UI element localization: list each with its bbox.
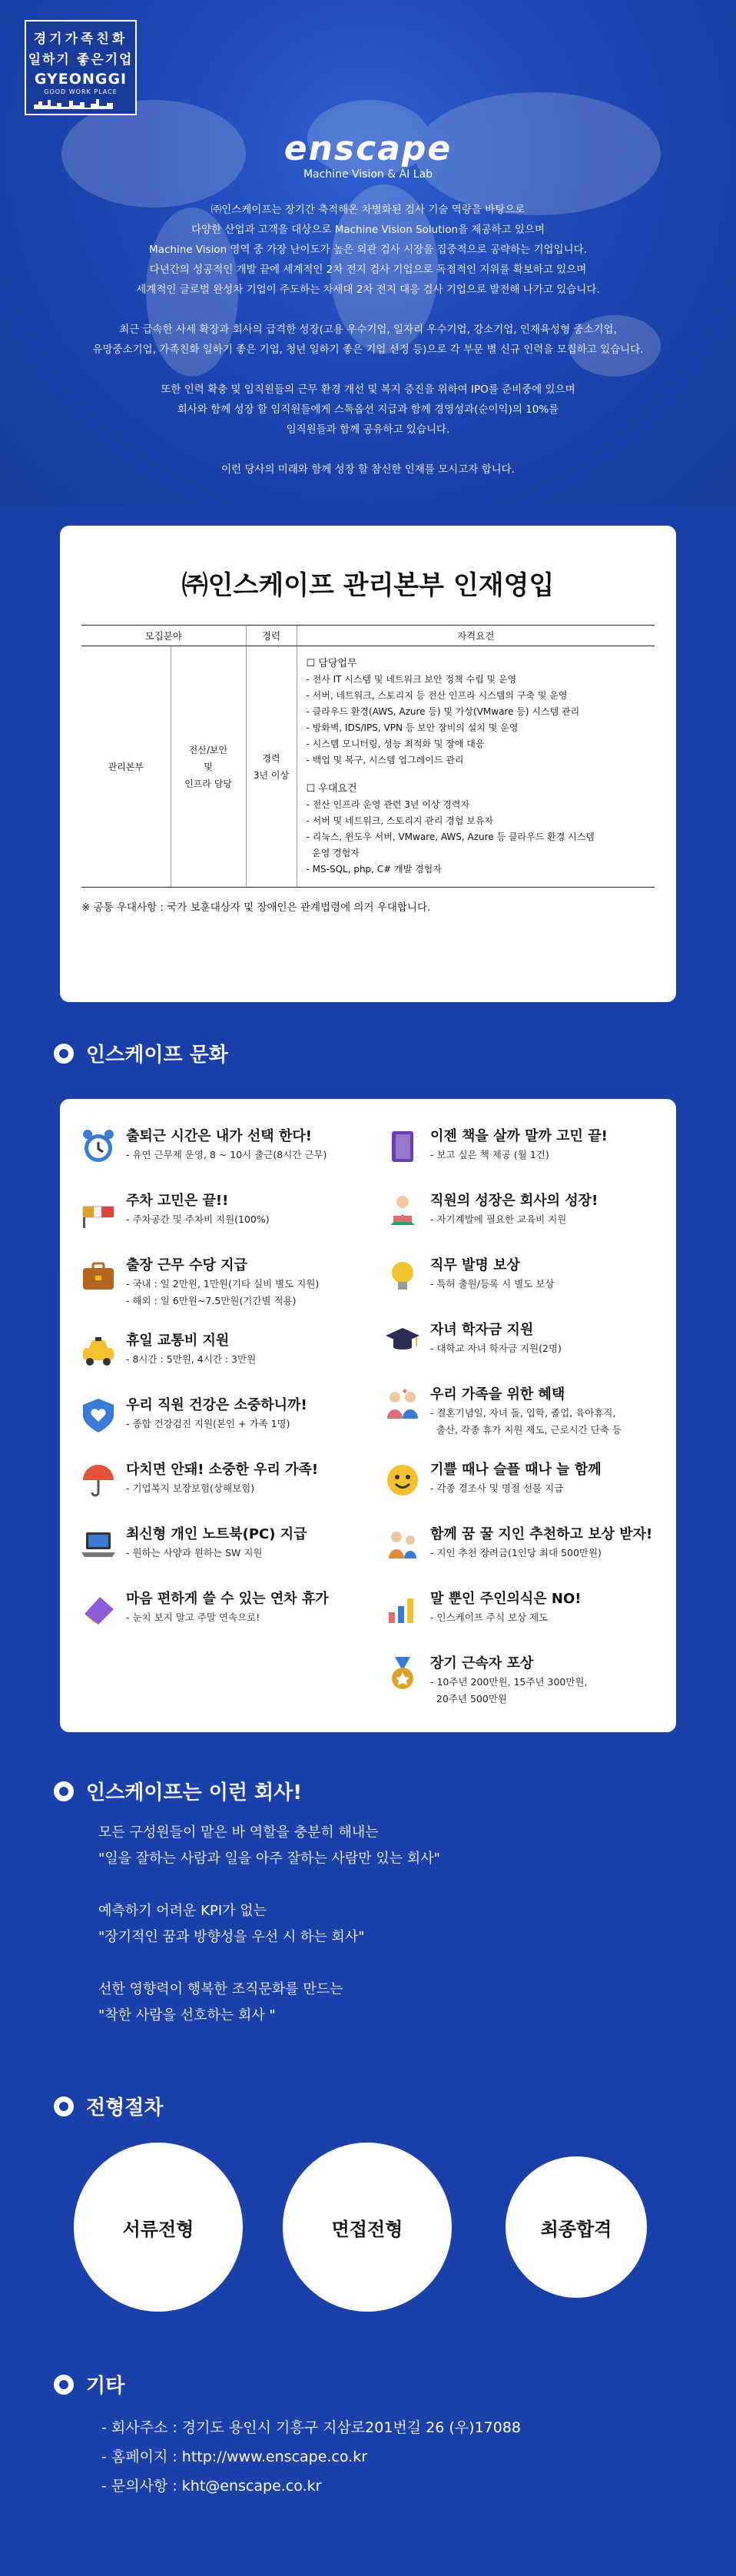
culture-item-title: 이젠 책을 살까 말까 고민 끝! xyxy=(430,1128,608,1144)
company-paragraph xyxy=(98,1977,440,2029)
culture-item-desc: - 자기계발에 필요한 교육비 지원 xyxy=(430,1213,567,1225)
culture-grid xyxy=(78,1127,658,1729)
culture-item-title: 우리 가족을 위한 혜택 xyxy=(430,1386,565,1403)
culture-text xyxy=(430,1256,554,1293)
culture-item xyxy=(78,1396,383,1460)
duty-item: - 클라우드 환경(AWS, Azure 등) 및 가상(VMware 등) 시스템 관리 xyxy=(306,706,580,717)
section-title: 인스케이프는 이런 회사! xyxy=(86,1781,303,1804)
culture-item xyxy=(78,1127,383,1191)
culture-text xyxy=(126,1525,307,1562)
culture-item-title: 직무 발명 보상 xyxy=(430,1257,520,1273)
duty-item: - 전사 IT 시스템 및 네트워크 보안 정책 수립 및 운영 xyxy=(306,674,517,685)
eraser-icon xyxy=(78,1589,118,1629)
bullet-circle-icon xyxy=(54,2096,74,2116)
subfield-line: 및 xyxy=(204,761,213,772)
enscape-logo xyxy=(0,129,736,181)
family-icon xyxy=(383,1385,423,1425)
step-final: 최종합격 xyxy=(492,2143,661,2312)
common-preference-note: ※ 공통 우대사항 : 국가 보훈대상자 및 장애인은 관계법령에 의거 우대합니다. xyxy=(81,901,431,914)
culture-item-desc: - 특허 출원/등록 시 별도 보상 xyxy=(430,1278,555,1290)
stock-icon xyxy=(383,1589,423,1629)
bullet-circle-icon xyxy=(54,2375,74,2395)
intro-line: 세계적인 글로벌 완성차 기업이 주도하는 차세대 2차 전지 대응 검사 기업으로 발전해 나가고 있습니다. xyxy=(136,284,600,296)
intro-line: 유망중소기업, 가족친화 일하기 좋은 기업, 청년 일하기 좋은 기업 선정 등)으로 각 부문 별 신규 인력을 모집하고 있습니다. xyxy=(92,344,644,356)
culture-item xyxy=(78,1331,383,1396)
referral-icon xyxy=(383,1525,423,1565)
culture-item-desc: - 보고 싶은 책 제공 (월 1건) xyxy=(430,1149,549,1160)
lightbulb-icon xyxy=(383,1256,423,1296)
duty-item: - 서버, 네트워크, 스토리지 등 전산 인프라 시스템의 구축 및 운영 xyxy=(306,690,568,701)
culture-item-desc: - 지인 추천 장려금(1인당 최대 500만원) xyxy=(430,1547,602,1559)
section-culture-heading xyxy=(54,1039,228,1067)
contact-line: - 홈페이지 : http://www.enscape.co.kr xyxy=(101,2448,368,2465)
intro-paragraph xyxy=(0,380,736,440)
intro-line: 또한 인력 확충 및 임직원들의 근무 환경 개선 및 복지 증진을 위하여 IPO를 준비중에 있으며 xyxy=(161,383,575,396)
header-field: 모집분야 xyxy=(81,626,246,646)
culture-text xyxy=(430,1320,562,1357)
duty-heading: ☐ 담당업무 xyxy=(306,658,357,669)
contact-line: - 회사주소 : 경기도 용인시 기흥구 지삼로201번길 26 (우)17088 xyxy=(101,2419,522,2436)
graduation-cap-icon xyxy=(383,1320,423,1360)
intro-paragraph xyxy=(0,200,736,300)
intro-line: 임직원들과 함께 공유하고 있습니다. xyxy=(286,423,450,436)
subfield-line: 전산/보안 xyxy=(188,744,228,755)
culture-item-title: 우리 직원 건강은 소중하니까! xyxy=(126,1397,307,1413)
culture-item-title: 직원의 성장은 회사의 성장! xyxy=(430,1193,598,1209)
alarm-clock-icon xyxy=(78,1127,118,1167)
career-line: 3년 이상 xyxy=(253,769,290,781)
contact-info xyxy=(101,2413,521,2501)
culture-text xyxy=(430,1127,608,1164)
company-paragraph xyxy=(98,1898,440,1950)
career-line: 경력 xyxy=(262,752,280,764)
culture-item-title: 다치면 안돼! 소중한 우리 가족! xyxy=(126,1462,319,1478)
company-paragraph xyxy=(98,1820,440,1872)
culture-item-desc: - 주차공간 및 주차비 지원(100%) xyxy=(126,1213,270,1225)
culture-item-title: 자녀 학자금 지원 xyxy=(430,1322,534,1338)
company-line: 모든 구성원들이 맡은 바 역할을 충분히 해내는 xyxy=(98,1824,379,1841)
requirements-cell xyxy=(297,646,655,888)
duty-item: - 시스템 모니터링, 성능 최적화 및 장애 대응 xyxy=(306,739,485,749)
culture-item xyxy=(383,1385,676,1460)
section-title: 인스케이프 문화 xyxy=(86,1044,228,1067)
culture-item-desc: 20주년 500만원 xyxy=(430,1693,507,1705)
company-line: "장기적인 꿈과 방향성을 우선 시 하는 회사" xyxy=(98,1929,365,1945)
culture-item xyxy=(383,1525,676,1589)
intro-line: 이런 당사의 미래와 함께 성장 할 참신한 인재를 모시고자 합니다. xyxy=(221,463,515,476)
intro-line: 회사와 함께 성장 할 임직원들에게 스톡옵션 지급과 함께 경영성과(순이익)의 10%를 xyxy=(177,403,559,416)
culture-item xyxy=(383,1654,676,1729)
step-interview: 면접전형 xyxy=(283,2143,452,2312)
culture-text xyxy=(430,1191,598,1228)
bullet-circle-icon xyxy=(54,1044,74,1064)
culture-text xyxy=(126,1256,319,1310)
culture-item-title: 마음 편하게 쓸 수 있는 연차 휴가 xyxy=(126,1591,329,1607)
culture-text xyxy=(430,1589,581,1626)
culture-item-title: 장기 근속자 포상 xyxy=(430,1655,534,1671)
smile-icon xyxy=(383,1460,423,1500)
table-row xyxy=(81,646,655,888)
culture-item-desc: - 기업복지 보장보험(상해보험) xyxy=(126,1482,255,1494)
culture-item-desc: - 10주년 200만원, 15주년 300만원, xyxy=(430,1676,588,1688)
culture-item-desc: - 원하는 사양과 원하는 SW 지원 xyxy=(126,1547,263,1559)
intro-line: ㈜인스케이프는 장기간 축적해온 차별화된 검사 기술 역량을 바탕으로 xyxy=(211,204,525,216)
intro-line: Machine Vision 영역 중 가장 난이도가 높은 외관 검사 시장을 집중적으로 공략하는 기업입니다. xyxy=(149,244,587,256)
header-career: 경력 xyxy=(246,626,297,646)
process-steps xyxy=(74,2143,673,2319)
preference-heading: ☐ 우대요건 xyxy=(306,783,357,795)
duty-item: - 백업 및 복구, 시스템 업그레이드 관리 xyxy=(306,755,464,765)
bullet-circle-icon xyxy=(54,1781,74,1801)
section-company-heading xyxy=(54,1777,302,1805)
culture-text xyxy=(430,1525,652,1562)
culture-item xyxy=(383,1589,676,1654)
badge-line3: GYEONGGI xyxy=(34,71,128,88)
parking-icon xyxy=(78,1191,118,1231)
section-title: 전형절차 xyxy=(86,2096,164,2120)
culture-item-desc: 출산, 각종 휴가 지원 제도, 근로시간 단축 등 xyxy=(430,1424,622,1436)
duty-list xyxy=(307,672,655,768)
company-line: 예측하기 어려운 KPI가 없는 xyxy=(98,1903,267,1919)
heart-shield-icon xyxy=(78,1396,118,1436)
badge-line4: GOOD WORK PLACE xyxy=(44,88,118,95)
header-requirements: 자격요건 xyxy=(297,626,655,646)
culture-item-title: 기쁠 때나 슬플 때나 늘 함께 xyxy=(430,1462,602,1478)
company-line: "착한 사람을 선호하는 회사 " xyxy=(98,2007,276,2023)
culture-item-title: 말 뿐인 주인의식은 NO! xyxy=(430,1591,582,1607)
step-document: 서류전형 xyxy=(74,2143,243,2312)
field-cell: 관리본부 xyxy=(81,646,171,888)
culture-item-title: 출퇴근 시간은 내가 선택 한다! xyxy=(126,1128,312,1144)
subfield-cell xyxy=(171,646,246,888)
intro-paragraph xyxy=(0,320,736,360)
culture-item xyxy=(383,1256,676,1320)
culture-item xyxy=(383,1460,676,1525)
culture-item-title: 주차 고민은 끝!! xyxy=(126,1193,229,1209)
culture-item-desc: - 종합 건강검진 지원(본인 + 가족 1명) xyxy=(126,1418,290,1429)
company-description xyxy=(98,1820,440,2055)
badge-line2: 일하기 좋은기업 xyxy=(28,52,134,68)
culture-item-desc: - 8시간 : 5만원, 4시간 : 3만원 xyxy=(126,1353,257,1365)
skyline-icon xyxy=(34,98,131,109)
family-friendly-badge xyxy=(25,20,137,115)
culture-column-right xyxy=(383,1127,676,1729)
medal-icon xyxy=(383,1654,423,1694)
subfield-line: 인프라 담당 xyxy=(184,778,232,789)
culture-text xyxy=(126,1589,329,1626)
culture-item-title: 함께 꿈 꿀 지인 추천하고 보상 받자! xyxy=(430,1526,653,1542)
duty-item: - 방화벽, IDS/IPS, VPN 등 보안 장비의 설치 및 운영 xyxy=(306,722,519,733)
company-introduction xyxy=(0,200,736,500)
culture-item xyxy=(383,1320,676,1385)
culture-item-title: 휴일 교통비 지원 xyxy=(126,1333,230,1349)
laptop-icon xyxy=(78,1525,118,1565)
culture-text xyxy=(430,1460,602,1497)
intro-line: 다년간의 성공적인 개발 끝에 세계적인 2차 전지 검사 기업으로 독점적인 지위를 확보하고 있으며 xyxy=(149,264,587,276)
briefcase-icon xyxy=(78,1256,118,1296)
culture-item-desc: - 국내 : 일 2만원, 1만원(기타 실비 별도 지원) xyxy=(126,1278,320,1290)
preference-item: - 서버 및 네트워크, 스토리지 관리 경험 보유자 xyxy=(306,815,494,826)
contact-line: - 문의사항 : kht@enscape.co.kr xyxy=(101,2478,322,2495)
intro-line: 최근 급속한 사세 확장과 회사의 급격한 성장(고용 우수기업, 일자리 우수기업, 강소기업, 인재육성형 중소기업, xyxy=(119,324,617,336)
section-process-heading xyxy=(54,2092,163,2120)
culture-item xyxy=(78,1256,383,1331)
culture-column-left xyxy=(78,1127,383,1729)
intro-paragraph xyxy=(0,460,736,480)
reading-person-icon xyxy=(383,1191,423,1231)
recruitment-title: ㈜인스케이프 관리본부 인재영입 xyxy=(181,570,555,601)
taxi-icon xyxy=(78,1331,118,1371)
logo-wordmark: enscape xyxy=(283,129,453,168)
preference-item: - 전산 인프라 운영 관련 3년 이상 경력자 xyxy=(306,799,470,810)
culture-item-desc: - 대학교 자녀 학자금 지원(2명) xyxy=(430,1343,562,1354)
culture-item-desc: - 눈치 보지 말고 주말 연속으로! xyxy=(126,1612,260,1623)
preference-list xyxy=(307,797,655,878)
badge-line1: 경기가족친화 xyxy=(33,32,128,47)
culture-item-title: 최신형 개인 노트북(PC) 지급 xyxy=(126,1526,307,1542)
logo-subtitle: Machine Vision & AI Lab xyxy=(303,168,433,181)
umbrella-icon xyxy=(78,1460,118,1500)
preference-item: 운영 경험자 xyxy=(306,848,360,858)
hero-banner xyxy=(0,0,736,507)
culture-card xyxy=(60,1099,676,1732)
section-etc-heading xyxy=(54,2370,124,2398)
recruitment-table xyxy=(81,625,655,888)
culture-item xyxy=(78,1525,383,1589)
culture-text xyxy=(126,1331,256,1368)
culture-item xyxy=(383,1127,676,1191)
intro-line: 다양한 산업과 고객을 대상으로 Machine Vision Solution을 제공하고 있으며 xyxy=(191,224,545,236)
culture-text xyxy=(126,1191,270,1228)
preference-item: - MS-SQL, php, C# 개발 경험자 xyxy=(306,864,442,875)
preference-item: - 리눅스, 윈도우 서버, VMware, AWS, Azure 등 클라우드 환경 시스템 xyxy=(306,832,595,842)
culture-text xyxy=(430,1385,622,1439)
culture-item xyxy=(78,1191,383,1256)
company-line: "일을 잘하는 사람과 일을 아주 잘하는 사람만 있는 회사" xyxy=(98,1851,440,1867)
culture-item-desc: - 결혼기념일, 자녀 돌, 입학, 졸업, 육아휴직, xyxy=(430,1407,616,1419)
culture-item-desc: - 유연 근무제 운영, 8 ~ 10시 출근(8시간 근무) xyxy=(126,1149,327,1160)
culture-text xyxy=(126,1127,327,1164)
book-icon xyxy=(383,1127,423,1167)
culture-item-desc: - 해외 : 일 6만원~7.5만원(기간별 적용) xyxy=(126,1295,297,1306)
culture-item xyxy=(78,1460,383,1525)
culture-item xyxy=(383,1191,676,1256)
culture-item-title: 출장 근무 수당 지급 xyxy=(126,1257,247,1273)
culture-text xyxy=(126,1396,307,1432)
career-cell xyxy=(246,646,297,888)
culture-text xyxy=(126,1460,318,1497)
recruitment-card xyxy=(60,526,676,1002)
company-line: 선한 영향력이 행복한 조직문화를 만드는 xyxy=(98,1981,343,1997)
section-title: 기타 xyxy=(86,2375,125,2398)
culture-item-desc: - 인스케이프 주식 보상 제도 xyxy=(430,1612,549,1623)
culture-item xyxy=(78,1589,383,1654)
culture-text xyxy=(430,1654,587,1708)
culture-item-desc: - 각종 경조사 및 명절 선물 지급 xyxy=(430,1482,564,1494)
